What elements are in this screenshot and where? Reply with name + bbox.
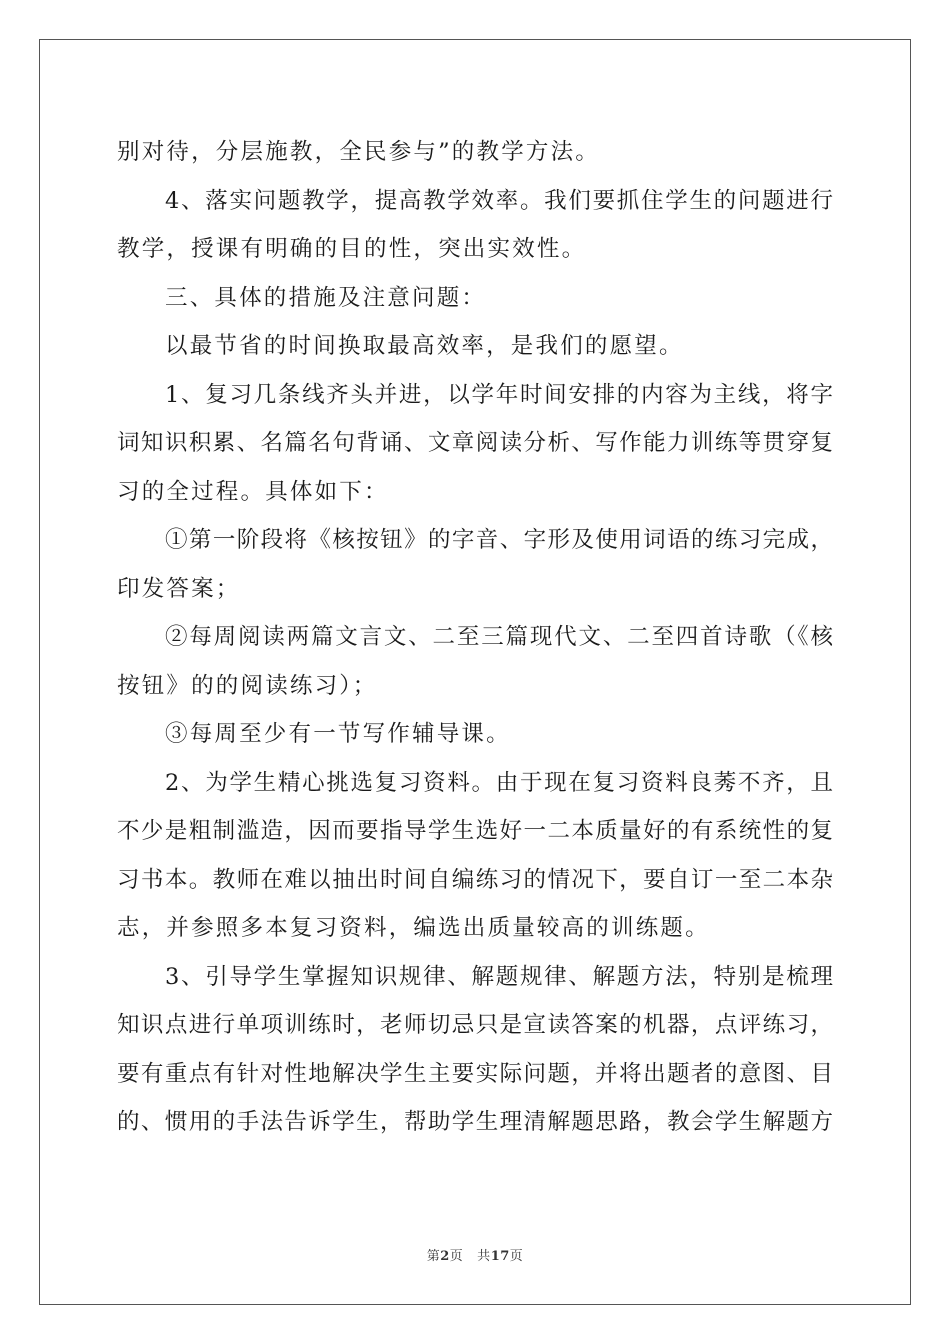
text-line: ③每周至少有一节写作辅导课。 xyxy=(165,721,511,747)
page-footer xyxy=(0,1245,950,1264)
text-line: 词知识积累、名篇名句背诵、文章阅读分析、写作能力训练等贯穿复 xyxy=(117,430,833,456)
text-line: 的、惯用的手法告诉学生，帮助学生理清解题思路，教会学生解题方 xyxy=(117,1109,833,1135)
text-line: 不少是粗制滥造，因而要指导学生选好一二本质量好的有系统性的复 xyxy=(117,818,833,844)
text-line: 教学，授课有明确的目的性，突出实效性。 xyxy=(117,236,587,262)
text-line: 4、落实问题教学，提高教学效率。我们要抓住学生的问题进行 xyxy=(165,187,833,214)
text-line: 2、为学生精心挑选复习资料。由于现在复习资料良莠不齐，且 xyxy=(165,769,833,796)
footer-prefix: 第 xyxy=(426,1249,441,1264)
text-line: 别对待，分层施教，全民参与”的教学方法。 xyxy=(117,139,601,165)
footer-total-prefix: 共 xyxy=(477,1249,491,1264)
text-line: 习书本。教师在难以抽出时间自编练习的情况下，要自订一至二本杂 xyxy=(117,866,833,893)
footer-page-number: 2 xyxy=(440,1249,450,1264)
text-line: 习的全过程。具体如下： xyxy=(117,478,389,505)
footer-total-pages: 17 xyxy=(490,1249,510,1264)
section-heading: 三、具体的措施及注意问题： xyxy=(165,284,487,311)
text-line: 1、复习几条线齐头并进，以学年时间安排的内容为主线，将字 xyxy=(165,381,833,408)
text-line: 3、引导学生掌握知识规律、解题规律、解题方法，特别是梳理 xyxy=(165,963,833,990)
footer-total-suffix: 页 xyxy=(509,1249,524,1264)
document-body xyxy=(117,128,833,1147)
text-line: 知识点进行单项训练时，老师切忌只是宣读答案的机器，点评练习， xyxy=(117,1012,833,1038)
text-line: ②每周阅读两篇文言文、二至三篇现代文、二至四首诗歌（《核 xyxy=(165,624,833,650)
text-line: 以最节省的时间换取最高效率，是我们的愿望。 xyxy=(165,333,684,359)
footer-page-suffix: 页 xyxy=(449,1249,464,1264)
text-line: 要有重点有针对性地解决学生主要实际问题，并将出题者的意图、目 xyxy=(117,1060,833,1087)
text-line: 志，并参照多本复习资料，编选出质量较高的训练题。 xyxy=(117,915,710,941)
text-line: 印发答案； xyxy=(117,575,241,602)
text-line: ①第一阶段将《核按钮》的字音、字形及使用词语的练习完成， xyxy=(165,527,833,553)
text-line: 按钮》的的阅读练习）； xyxy=(117,672,378,699)
